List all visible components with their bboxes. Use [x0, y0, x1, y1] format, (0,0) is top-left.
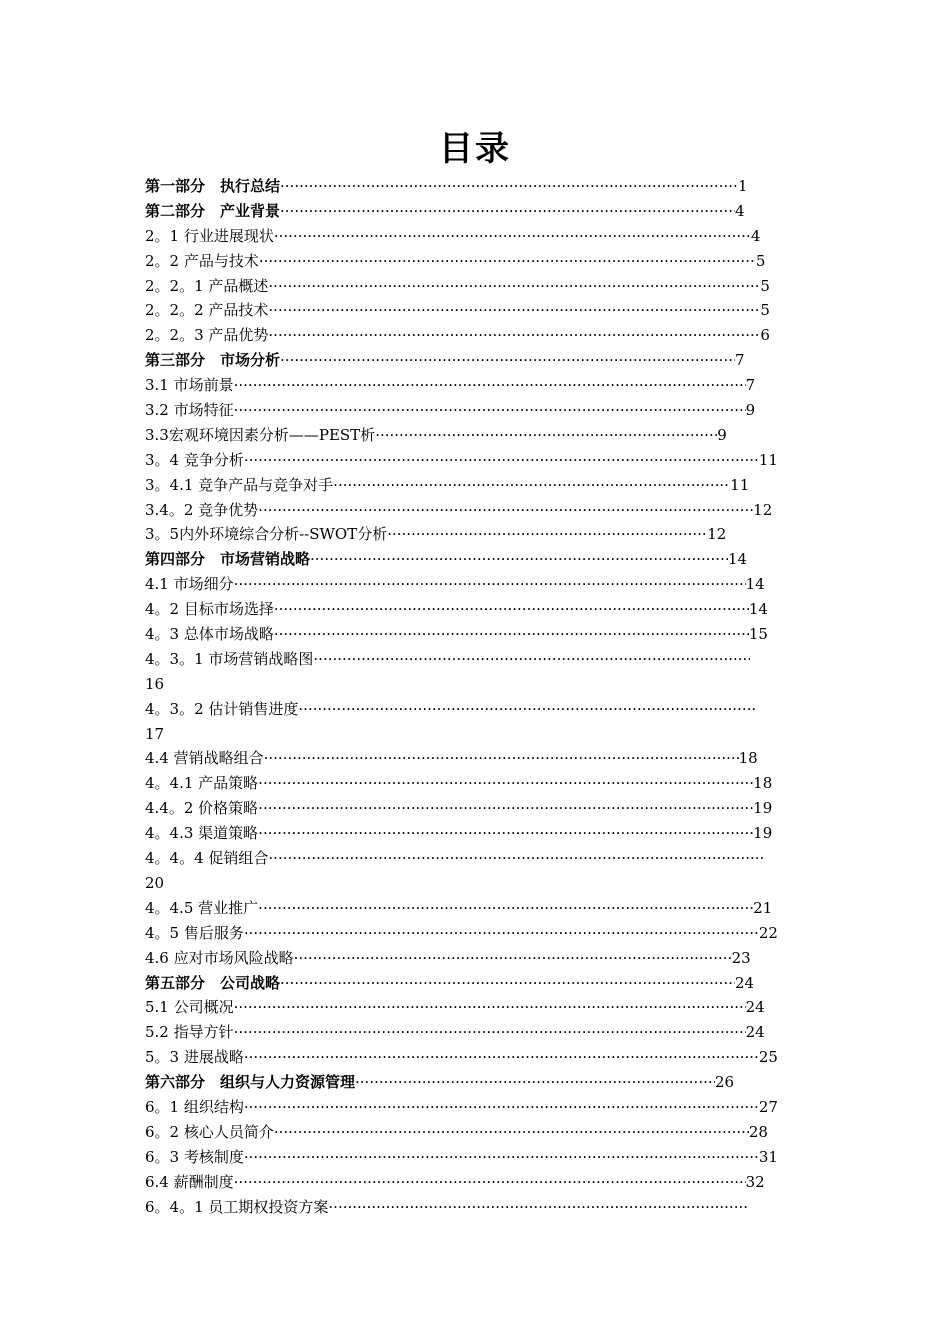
toc-dot-leader — [264, 746, 739, 771]
toc-page-number: 24 — [745, 1023, 765, 1042]
toc-dot-leader — [274, 224, 751, 249]
toc-page-number: 21 — [753, 898, 773, 917]
toc-entry-label: 3。4.1 竞争产品与竞争对手 — [145, 475, 334, 494]
toc-entry-label: 2。2。1 产品概述 — [145, 276, 269, 295]
toc-entry[interactable] — [145, 946, 825, 971]
toc-dot-leader — [234, 995, 746, 1020]
toc-page-number: 5 — [760, 301, 770, 320]
toc-page-number: 24 — [745, 998, 765, 1017]
toc-entry[interactable] — [145, 921, 825, 946]
toc-entry-label: 17 — [145, 724, 165, 743]
toc-page-number: 9 — [745, 401, 756, 420]
toc-dot-leader — [244, 1145, 759, 1170]
toc-entry-label: 16 — [145, 674, 165, 693]
toc-page-number: 15 — [748, 625, 768, 644]
toc-entry-label: 2。2。2 产品技术 — [145, 301, 269, 320]
toc-entry-label: 第三部分 市场分析 — [145, 351, 281, 370]
toc-dot-leader — [274, 622, 749, 647]
toc-entry-label: 4。4。4 促销组合 — [145, 849, 269, 868]
toc-page-number: 5 — [755, 251, 766, 270]
toc-dot-leader — [258, 896, 753, 921]
toc-entry-label: 第二部分 产业背景 — [145, 201, 281, 220]
toc-entry[interactable] — [145, 348, 825, 373]
toc-page-number: 19 — [753, 824, 773, 843]
toc-dot-leader — [258, 771, 753, 796]
toc-dot-leader — [328, 1195, 748, 1220]
toc-page-number: 11 — [758, 450, 778, 469]
toc-page-number: 24 — [735, 973, 755, 992]
toc-entry[interactable] — [145, 672, 825, 697]
toc-page-number: 12 — [707, 525, 727, 544]
toc-dot-leader — [258, 796, 753, 821]
toc-entry[interactable] — [145, 174, 825, 199]
toc-entry-label: 5.2 指导方针 — [145, 1023, 234, 1042]
toc-entry-label: 4。4.1 产品策略 — [145, 774, 259, 793]
toc-entry[interactable] — [145, 796, 825, 821]
toc-dot-leader — [268, 846, 763, 871]
toc-dot-leader — [310, 547, 728, 572]
toc-page-number: 14 — [728, 550, 748, 569]
toc-dot-leader — [333, 473, 730, 498]
toc-page-number: 27 — [758, 1097, 778, 1116]
toc-entry-label: 5.1 公司概况 — [145, 998, 234, 1017]
toc-entry[interactable] — [145, 298, 825, 323]
toc-entry-label: 3.3宏观环境因素分析——PEST析 — [145, 425, 376, 444]
toc-dot-leader — [234, 572, 746, 597]
toc-page-number: 32 — [745, 1172, 765, 1191]
toc-entry-label: 4.6 应对市场风险战略 — [145, 948, 294, 967]
toc-entry[interactable] — [145, 249, 825, 274]
table-of-contents — [145, 174, 825, 1219]
toc-dot-leader — [234, 398, 746, 423]
toc-entry[interactable] — [145, 821, 825, 846]
toc-entry[interactable] — [145, 697, 825, 722]
toc-page-number: 11 — [730, 475, 750, 494]
toc-dot-leader — [313, 647, 750, 672]
toc-page-number: 6 — [760, 326, 770, 345]
toc-dot-leader — [234, 373, 746, 398]
toc-entry[interactable] — [145, 647, 825, 672]
toc-page-number: 14 — [745, 575, 765, 594]
toc-dot-leader — [259, 249, 756, 274]
toc-entry[interactable] — [145, 323, 825, 348]
toc-entry[interactable] — [145, 771, 825, 796]
toc-dot-leader — [234, 1020, 746, 1045]
toc-page-number: 7 — [745, 376, 756, 395]
toc-entry[interactable] — [145, 1095, 825, 1120]
toc-page-number: 28 — [748, 1122, 768, 1141]
toc-entry-label: 4。4.3 渠道策略 — [145, 824, 259, 843]
toc-entry-label: 4。3。2 估计销售进度 — [145, 699, 299, 718]
toc-page-number: 22 — [758, 923, 778, 942]
toc-page-number: 31 — [758, 1147, 778, 1166]
toc-page-number: 23 — [731, 948, 751, 967]
toc-entry-label: 第四部分 市场营销战略 — [145, 550, 311, 569]
toc-page-number: 5 — [760, 276, 770, 295]
toc-entry-label: 2。2。3 产品优势 — [145, 326, 269, 345]
toc-entry[interactable] — [145, 224, 825, 249]
toc-entry[interactable] — [145, 871, 825, 896]
toc-entry[interactable] — [145, 473, 825, 498]
toc-dot-leader — [258, 498, 753, 523]
page-title: 目录 — [439, 129, 511, 169]
toc-dot-leader — [244, 1045, 759, 1070]
toc-entry-label: 第五部分 公司战略 — [145, 973, 281, 992]
toc-entry[interactable] — [145, 597, 825, 622]
toc-page-number: 4 — [735, 201, 745, 220]
toc-dot-leader — [274, 597, 749, 622]
toc-page-number: 19 — [753, 799, 773, 818]
toc-entry[interactable] — [145, 199, 825, 224]
toc-entry-label: 6。3 考核制度 — [145, 1147, 244, 1166]
toc-dot-leader — [280, 174, 738, 199]
toc-dot-leader — [274, 1120, 749, 1145]
toc-dot-leader — [268, 274, 760, 299]
toc-entry[interactable] — [145, 274, 825, 299]
toc-entry-label: 6。4。1 员工期权投资方案 — [145, 1197, 329, 1216]
toc-page-number: 12 — [753, 500, 773, 519]
toc-page-number: 7 — [735, 351, 745, 370]
toc-entry[interactable] — [145, 572, 825, 597]
toc-entry[interactable] — [145, 1170, 825, 1195]
toc-entry[interactable] — [145, 1020, 825, 1045]
toc-entry-label: 5。3 进展战略 — [145, 1048, 244, 1067]
toc-entry-label: 3.2 市场特征 — [145, 401, 234, 420]
toc-entry[interactable] — [145, 423, 825, 448]
toc-entry[interactable] — [145, 896, 825, 921]
toc-entry[interactable] — [145, 448, 825, 473]
toc-entry-label: 第一部分 执行总结 — [145, 177, 281, 195]
toc-entry-label: 4。3 总体市场战略 — [145, 625, 274, 644]
toc-page-number: 18 — [753, 774, 773, 793]
toc-entry[interactable] — [145, 498, 825, 523]
toc-entry-label: 20 — [145, 873, 165, 892]
toc-dot-leader — [280, 348, 735, 373]
toc-entry[interactable] — [145, 995, 825, 1020]
toc-entry-label: 4。3。1 市场营销战略图 — [145, 649, 314, 668]
toc-dot-leader — [298, 697, 756, 722]
toc-entry[interactable] — [145, 398, 825, 423]
toc-dot-leader — [355, 1070, 715, 1095]
toc-entry[interactable] — [145, 1045, 825, 1070]
toc-page-number: 4 — [750, 226, 761, 245]
toc-entry[interactable] — [145, 1145, 825, 1170]
toc-entry-label: 4.4 营销战略组合 — [145, 749, 264, 768]
toc-dot-leader — [244, 1095, 759, 1120]
toc-entry-label: 4。4.5 营业推广 — [145, 898, 259, 917]
toc-entry-label: 4.4。2 价格策略 — [145, 799, 259, 818]
toc-entry[interactable] — [145, 722, 825, 747]
toc-dot-leader — [387, 522, 707, 547]
toc-entry-label: 3。4 竞争分析 — [145, 450, 244, 469]
toc-entry[interactable] — [145, 746, 825, 771]
toc-entry[interactable] — [145, 846, 825, 871]
toc-entry[interactable] — [145, 971, 825, 996]
toc-dot-leader — [280, 971, 735, 996]
toc-entry[interactable] — [145, 1120, 825, 1145]
toc-dot-leader — [280, 199, 735, 224]
toc-entry-label: 3.1 市场前景 — [145, 376, 234, 395]
toc-entry-label: 2。2 产品与技术 — [145, 251, 259, 270]
toc-entry[interactable] — [145, 373, 825, 398]
toc-dot-leader — [294, 946, 732, 971]
toc-entry-label: 4.1 市场细分 — [145, 575, 234, 594]
toc-dot-leader — [268, 298, 760, 323]
toc-entry[interactable] — [145, 547, 825, 572]
toc-page-number: 14 — [748, 600, 768, 619]
toc-dot-leader — [244, 448, 759, 473]
toc-dot-leader — [258, 821, 753, 846]
toc-entry[interactable] — [145, 1070, 825, 1095]
toc-page-number: 1 — [738, 177, 748, 195]
toc-entry-label: 6。1 组织结构 — [145, 1097, 244, 1116]
toc-entry-label: 第六部分 组织与人力资源管理 — [145, 1073, 356, 1092]
toc-page-number: 9 — [717, 425, 727, 444]
toc-page-number: 26 — [715, 1073, 735, 1092]
toc-entry-label: 6。2 核心人员简介 — [145, 1122, 274, 1141]
toc-entry-label: 4。5 售后服务 — [145, 923, 244, 942]
toc-entry-label: 4。2 目标市场选择 — [145, 600, 274, 619]
toc-dot-leader — [375, 423, 717, 448]
toc-entry-label: 2。1 行业进展现状 — [145, 226, 274, 245]
toc-dot-leader — [244, 921, 759, 946]
toc-entry-label: 3。5内外环境综合分析--SWOT分析 — [145, 525, 388, 544]
toc-dot-leader — [268, 323, 760, 348]
toc-page-number: 18 — [738, 749, 758, 768]
toc-entry-label: 6.4 薪酬制度 — [145, 1172, 234, 1191]
toc-page-number: 25 — [758, 1048, 778, 1067]
toc-dot-leader — [234, 1170, 746, 1195]
toc-entry-label: 3.4。2 竞争优势 — [145, 500, 259, 519]
toc-entry[interactable] — [145, 1195, 825, 1220]
toc-entry[interactable] — [145, 622, 825, 647]
toc-entry[interactable] — [145, 522, 825, 547]
